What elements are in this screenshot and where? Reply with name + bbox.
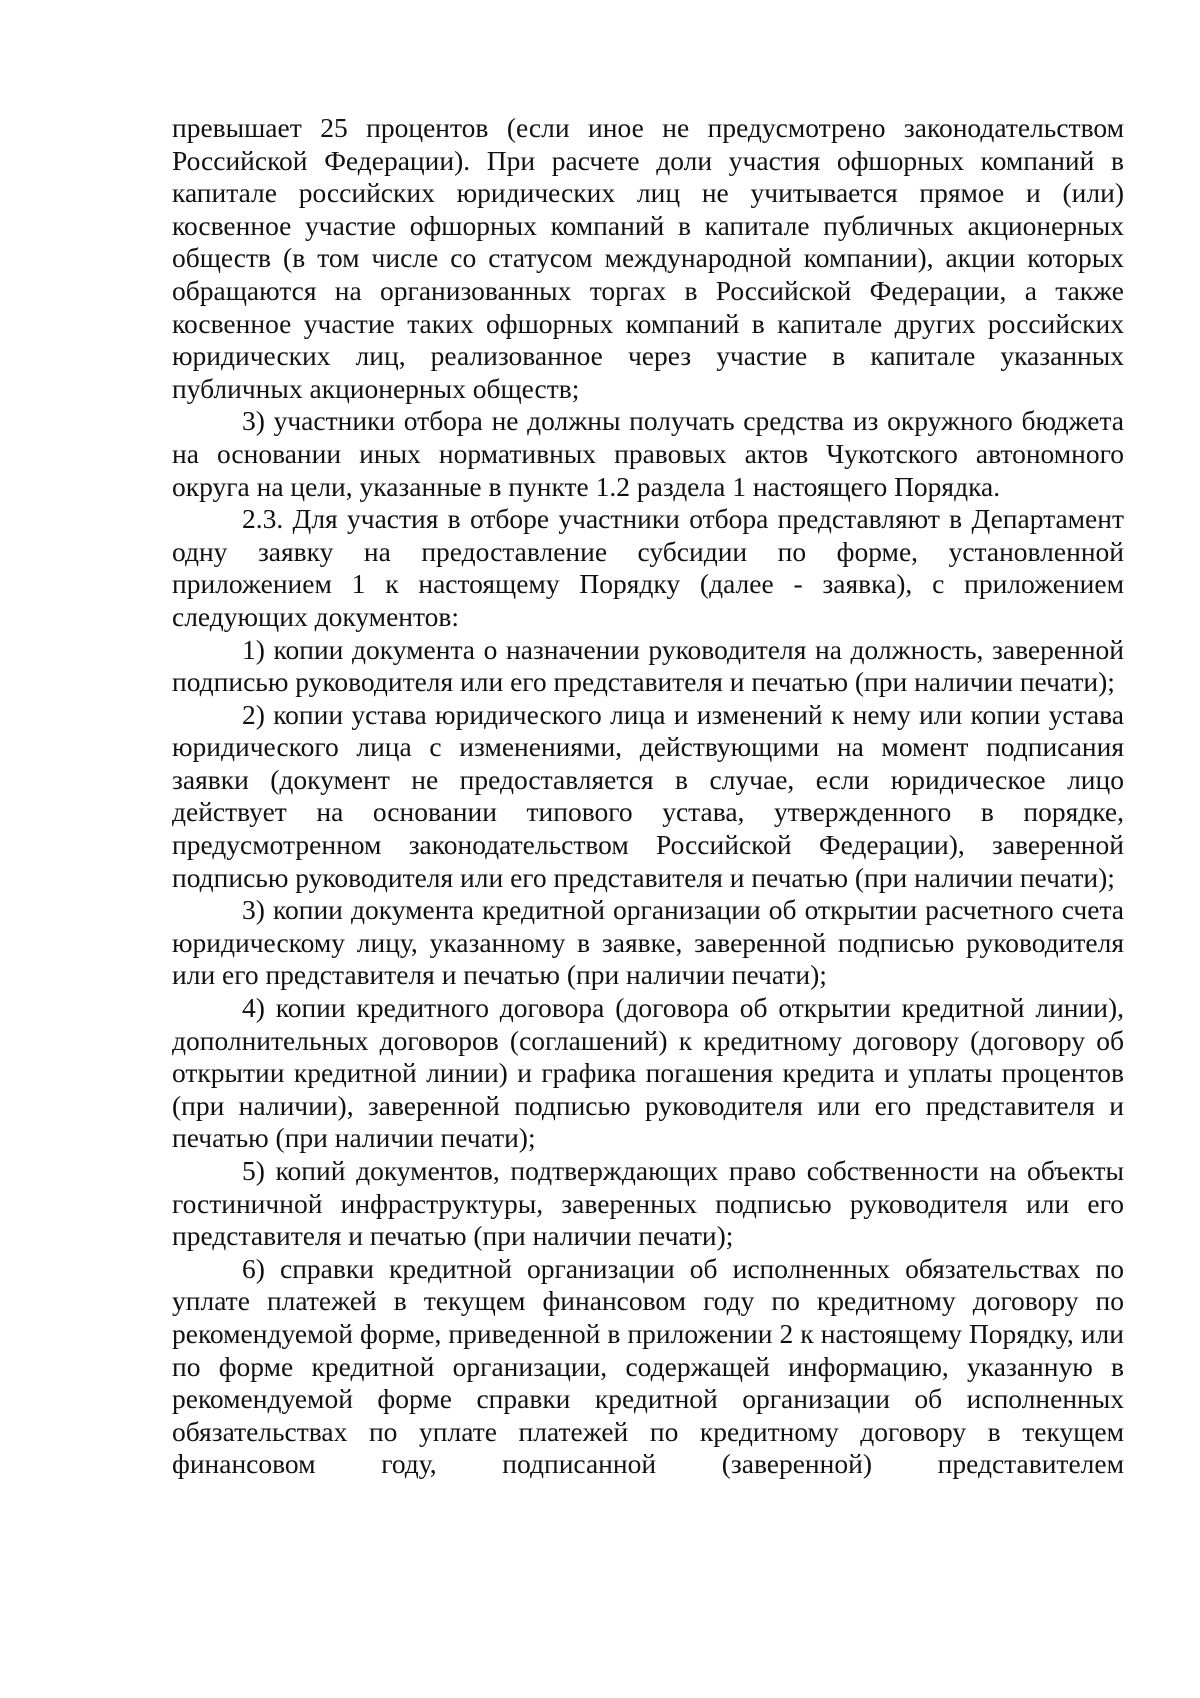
paragraph-item-2: 2) копии устава юридического лица и изменений к нему или копии устава юридического лица с изменениями, действующими на момент подписания заявки (документ не предоставляется в случае, если юридическое лицо действует на основании типового устава, утвержденного в порядке, предусмотренном законодательством Российской Федерации), заверенной подписью руководителя или его представителя и печатью (при наличии печати); <box>172 698 1124 893</box>
paragraph-continuation: превышает 25 процентов (если иное не предусмотрено законодательством Российской Федерации). При расчете доли участия офшорных компаний в капитале российских юридических лиц не учитывается прямое и (или) косвенное участие офшорных компаний в капитале публичных акционерных обществ (в том числе со статусом международной компании), акции которых обращаются на организованных торгах в Российской Федерации, а также косвенное участие таких офшорных компаний в капитале других российских юридических лиц, реализованное через участие в капитале указанных публичных акционерных обществ; <box>172 112 1124 404</box>
document-body <box>172 112 1124 1481</box>
paragraph-section-2-3: 2.3. Для участия в отборе участники отбора представляют в Департамент одну заявку на предоставление субсидии по форме, установленной приложением 1 к настоящему Порядку (далее - заявка), с приложением следующих документов: <box>172 503 1124 632</box>
paragraph-item-3-budget: 3) участники отбора не должны получать средства из окружного бюджета на основании иных нормативных правовых актов Чукотского автономного округа на цели, указанные в пункте 1.2 раздела 1 настоящего Порядка. <box>172 405 1124 502</box>
paragraph-item-3-account: 3) копии документа кредитной организации об открытии расчетного счета юридическому лицу, указанному в заявке, заверенной подписью руководителя или его представителя и печатью (при наличии печати); <box>172 894 1124 991</box>
paragraph-item-5: 5) копий документов, подтверждающих право собственности на объекты гостиничной инфраструктуры, заверенных подписью руководителя или его представителя и печатью (при наличии печати); <box>172 1155 1124 1252</box>
paragraph-item-6: 6) справки кредитной организации об исполненных обязательствах по уплате платежей в текущем финансовом году по кредитному договору по рекомендуемой форме, приведенной в приложении 2 к настоящему Порядку, или по форме кредитной организации, содержащей информацию, указанную в рекомендуемой форме справки кредитной организации об исполненных обязательствах по уплате платежей по кредитному договору в текущем финансовом году, подписанной (заверенной) представителем <box>172 1252 1124 1480</box>
paragraph-item-4: 4) копии кредитного договора (договора об открытии кредитной линии), дополнительных договоров (соглашений) к кредитному договору (договору об открытии кредитной линии) и графика погашения кредита и уплаты процентов (при наличии), заверенной подписью руководителя или его представителя и печатью (при наличии печати); <box>172 992 1124 1154</box>
paragraph-item-1: 1) копии документа о назначении руководителя на должность, заверенной подписью руководителя или его представителя и печатью (при наличии печати); <box>172 633 1124 698</box>
